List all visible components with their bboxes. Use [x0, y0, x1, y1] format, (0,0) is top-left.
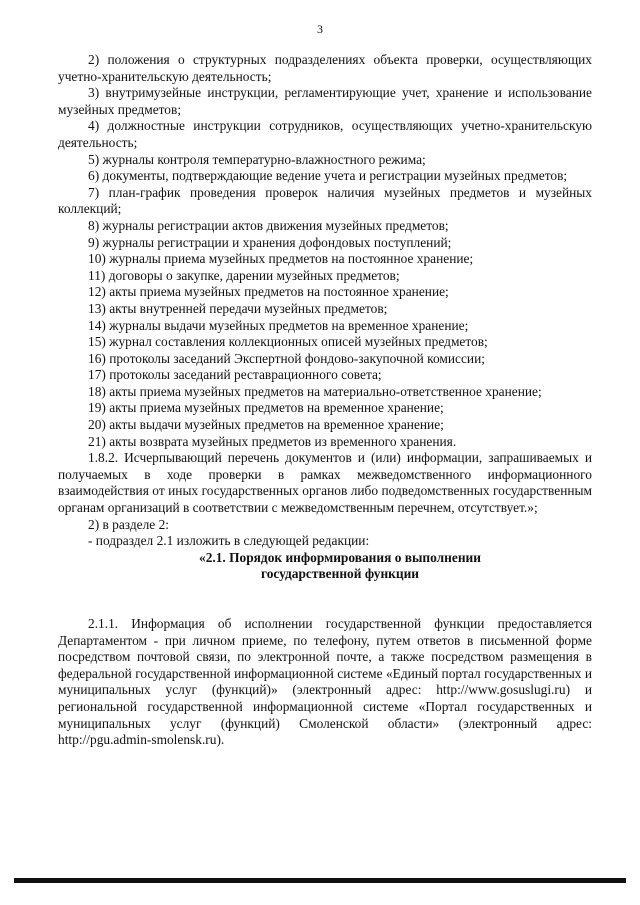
list-item: 18) акты приема музейных предметов на материально-ответственное хранение;	[88, 383, 542, 399]
spacer	[58, 583, 592, 616]
section-heading	[58, 550, 592, 583]
list-item: 3) внутримузейные инструкции, регламентирующие учет, хранение и использование музейных предметов;	[58, 85, 592, 117]
list-item: 16) протоколы заседаний Экспертной фондово-закупочной комиссии;	[88, 350, 485, 366]
list-item: 7) план-график проведения проверок наличия музейных предметов и музейных коллекций;	[58, 184, 592, 217]
list-item: 11) договоры о закупке, дарении музейных предметов;	[88, 267, 400, 283]
list-item: 2) положения о структурных подразделениях объекта проверки, осуществляющих учетно-хранительскую деятельность;	[58, 52, 592, 84]
list-item: 13) акты внутренней передачи музейных предметов;	[88, 300, 388, 316]
subsection-reference: - подраздел 2.1 изложить в следующей редакции:	[88, 533, 370, 549]
paragraph-2-1-1: 2.1.1. Информация об исполнении государственной функции предоставляется Департаментом - при личном приеме, по телефону, путем ответов в письменной форме посредством почтовой связи, по электронной почте, а также посредством размещения в федеральной государственной информационной системе «Единый портал государственных и муниципальных услуг (функций)» (электронный адрес: http://www.gosuslugi.ru) и региональной государственной информационной системе «Портал государственных и муниципальных услуг (функций) Смоленской области» (электронный адрес: http://pgu.admin-smolensk.ru).	[58, 616, 592, 748]
list-item: 10) журналы приема музейных предметов на постоянное хранение;	[88, 251, 474, 267]
list-item: 12) акты приема музейных предметов на постоянное хранение;	[88, 284, 449, 300]
document-list	[58, 52, 592, 450]
heading-line-1: «2.1. Порядок информирования о выполнении	[199, 549, 481, 565]
list-item: 5) журналы контроля температурно-влажностного режима;	[88, 151, 426, 167]
list-item: 8) журналы регистрации актов движения музейных предметов;	[88, 217, 449, 233]
document-body	[58, 52, 592, 749]
list-item: 17) протоколы заседаний реставрационного совета;	[88, 367, 382, 383]
list-item: 19) акты приема музейных предметов на временное хранение;	[88, 400, 444, 416]
list-item: 15) журнал составления коллекционных описей музейных предметов;	[88, 334, 488, 350]
paragraph-1-8-2: 1.8.2. Исчерпывающий перечень документов и (или) информации, запрашиваемых и получаемых в ходе проверки в рамках межведомственного информационного взаимодействия от иных государственных органов либо подведомственных государственным органам организаций в соответствии с межведомственным перечнем, отсутствует.»;	[58, 450, 592, 516]
page-number: 3	[317, 22, 323, 36]
list-item: 14) журналы выдачи музейных предметов на временное хранение;	[88, 317, 469, 333]
section-reference: 2) в разделе 2:	[88, 516, 170, 532]
heading-line-2: государственной функции	[260, 566, 420, 582]
list-item: 6) документы, подтверждающие ведение учета и регистрации музейных предметов;	[88, 168, 568, 184]
list-item: 4) должностные инструкции сотрудников, осуществляющих учетно-хранительскую деятельность;	[58, 118, 592, 150]
bottom-rule	[14, 878, 626, 883]
list-item: 9) журналы регистрации и хранения дофондовых поступлений;	[88, 234, 452, 250]
list-item: 20) акты выдачи музейных предметов на временное хранение;	[88, 417, 444, 433]
list-item: 21) акты возврата музейных предметов из временного хранения.	[88, 433, 457, 449]
